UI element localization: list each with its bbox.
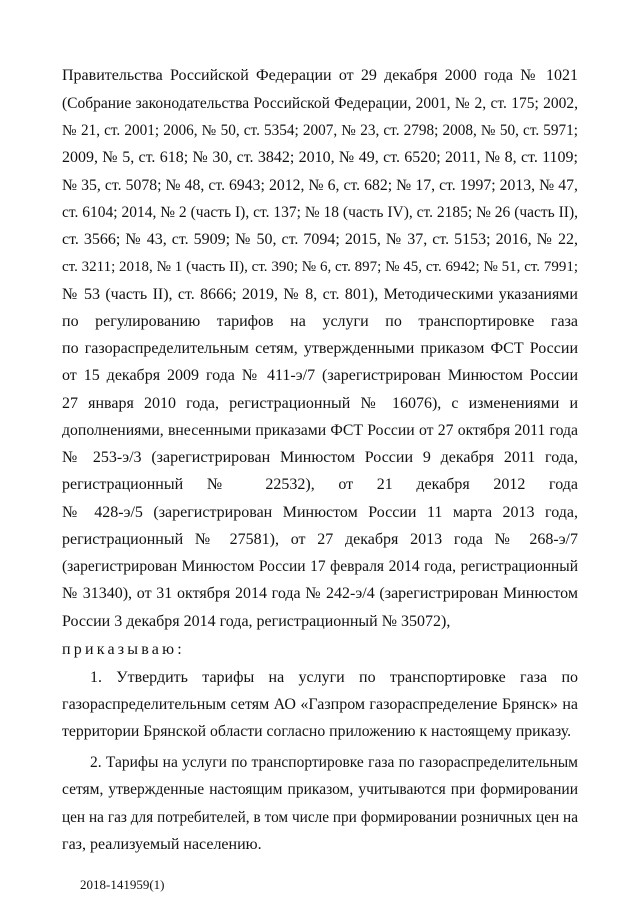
text-line: № 253-э/3 (зарегистрирован Минюстом России 9 декабря 2011 года, bbox=[62, 449, 578, 466]
text-line: ст. 6104; 2014, № 2 (часть I), ст. 137; № 18 (часть IV), ст. 2185; № 26 (часть II), bbox=[62, 204, 578, 221]
text-line: № 35, ст. 5078; № 48, ст. 6943; 2012, № 6, ст. 682; № 17, ст. 1997; 2013, № 47, bbox=[62, 177, 578, 194]
order-word: приказываю: bbox=[62, 641, 185, 658]
text-line: дополнениями, внесенными приказами ФСТ России от 27 октября 2011 года bbox=[62, 422, 578, 439]
text-line: (зарегистрирован Минюстом России 17 февраля 2014 года, регистрационный bbox=[62, 558, 578, 575]
document-number: 2018-141959(1) bbox=[80, 877, 165, 892]
text-line: 27 января 2010 года, регистрационный № 16076), с изменениями и bbox=[62, 395, 578, 412]
text-line: от 15 декабря 2009 года № 411-э/7 (зарегистрирован Минюстом России bbox=[62, 367, 578, 384]
item-2-line: цен на газ для потребителей, в том числе при формировании розничных цен на bbox=[62, 809, 578, 826]
text-line: ст. 3566; № 43, ст. 5909; № 50, ст. 7094; 2015, № 37, ст. 5153; 2016, № 22, bbox=[62, 231, 578, 248]
text-line: по газораспределительным сетям, утвержденными приказом ФСТ России bbox=[62, 340, 578, 357]
text-line: № 53 (часть II), ст. 8666; 2019, № 8, ст. 801), Методическими указаниями bbox=[62, 286, 578, 303]
text-line: по регулированию тарифов на услуги по транспортировке газа bbox=[62, 313, 578, 330]
text-line: № 31340), от 31 октября 2014 года № 242-э/4 (зарегистрирован Минюстом bbox=[62, 585, 578, 602]
text-line: регистрационный № 22532), от 21 декабря 2012 года bbox=[62, 476, 578, 493]
text-line: России 3 декабря 2014 года, регистрационный № 35072), bbox=[62, 613, 451, 630]
item-2-line: газ, реализуемый населению. bbox=[62, 836, 262, 853]
text-line: ст. 3211; 2018, № 1 (часть II), ст. 390; № 6, ст. 897; № 45, ст. 6942; № 51, ст. 7991; bbox=[62, 259, 578, 275]
item-2-line: сетям, утвержденные настоящим приказом, учитываются при формировании bbox=[62, 781, 578, 798]
item-2-line: 2. Тарифы на услуги по транспортировке газа по газораспределительным bbox=[90, 754, 578, 771]
text-line: № 21, ст. 2001; 2006, № 50, ст. 5354; 2007, № 23, ст. 2798; 2008, № 50, ст. 5971; bbox=[62, 122, 578, 139]
item-1-line: территории Брянской области согласно приложению к настоящему приказу. bbox=[62, 723, 572, 740]
text-line: 2009, № 5, ст. 618; № 30, ст. 3842; 2010, № 49, ст. 6520; 2011, № 8, ст. 1109; bbox=[62, 149, 578, 166]
text-line: Правительства Российской Федерации от 29 декабря 2000 года № 1021 bbox=[62, 67, 578, 84]
text-line: № 428-э/5 (зарегистрирован Минюстом России 11 марта 2013 года, bbox=[62, 504, 578, 521]
text-line: регистрационный № 27581), от 27 декабря 2013 года № 268-э/7 bbox=[62, 531, 578, 548]
item-1-line: 1. Утвердить тарифы на услуги по транспортировке газа по bbox=[90, 669, 578, 686]
text-line: (Собрание законодательства Российской Федерации, 2001, № 2, ст. 175; 2002, bbox=[62, 95, 578, 112]
item-1-line: газораспределительным сетям АО «Газпром газораспределение Брянск» на bbox=[62, 696, 578, 713]
